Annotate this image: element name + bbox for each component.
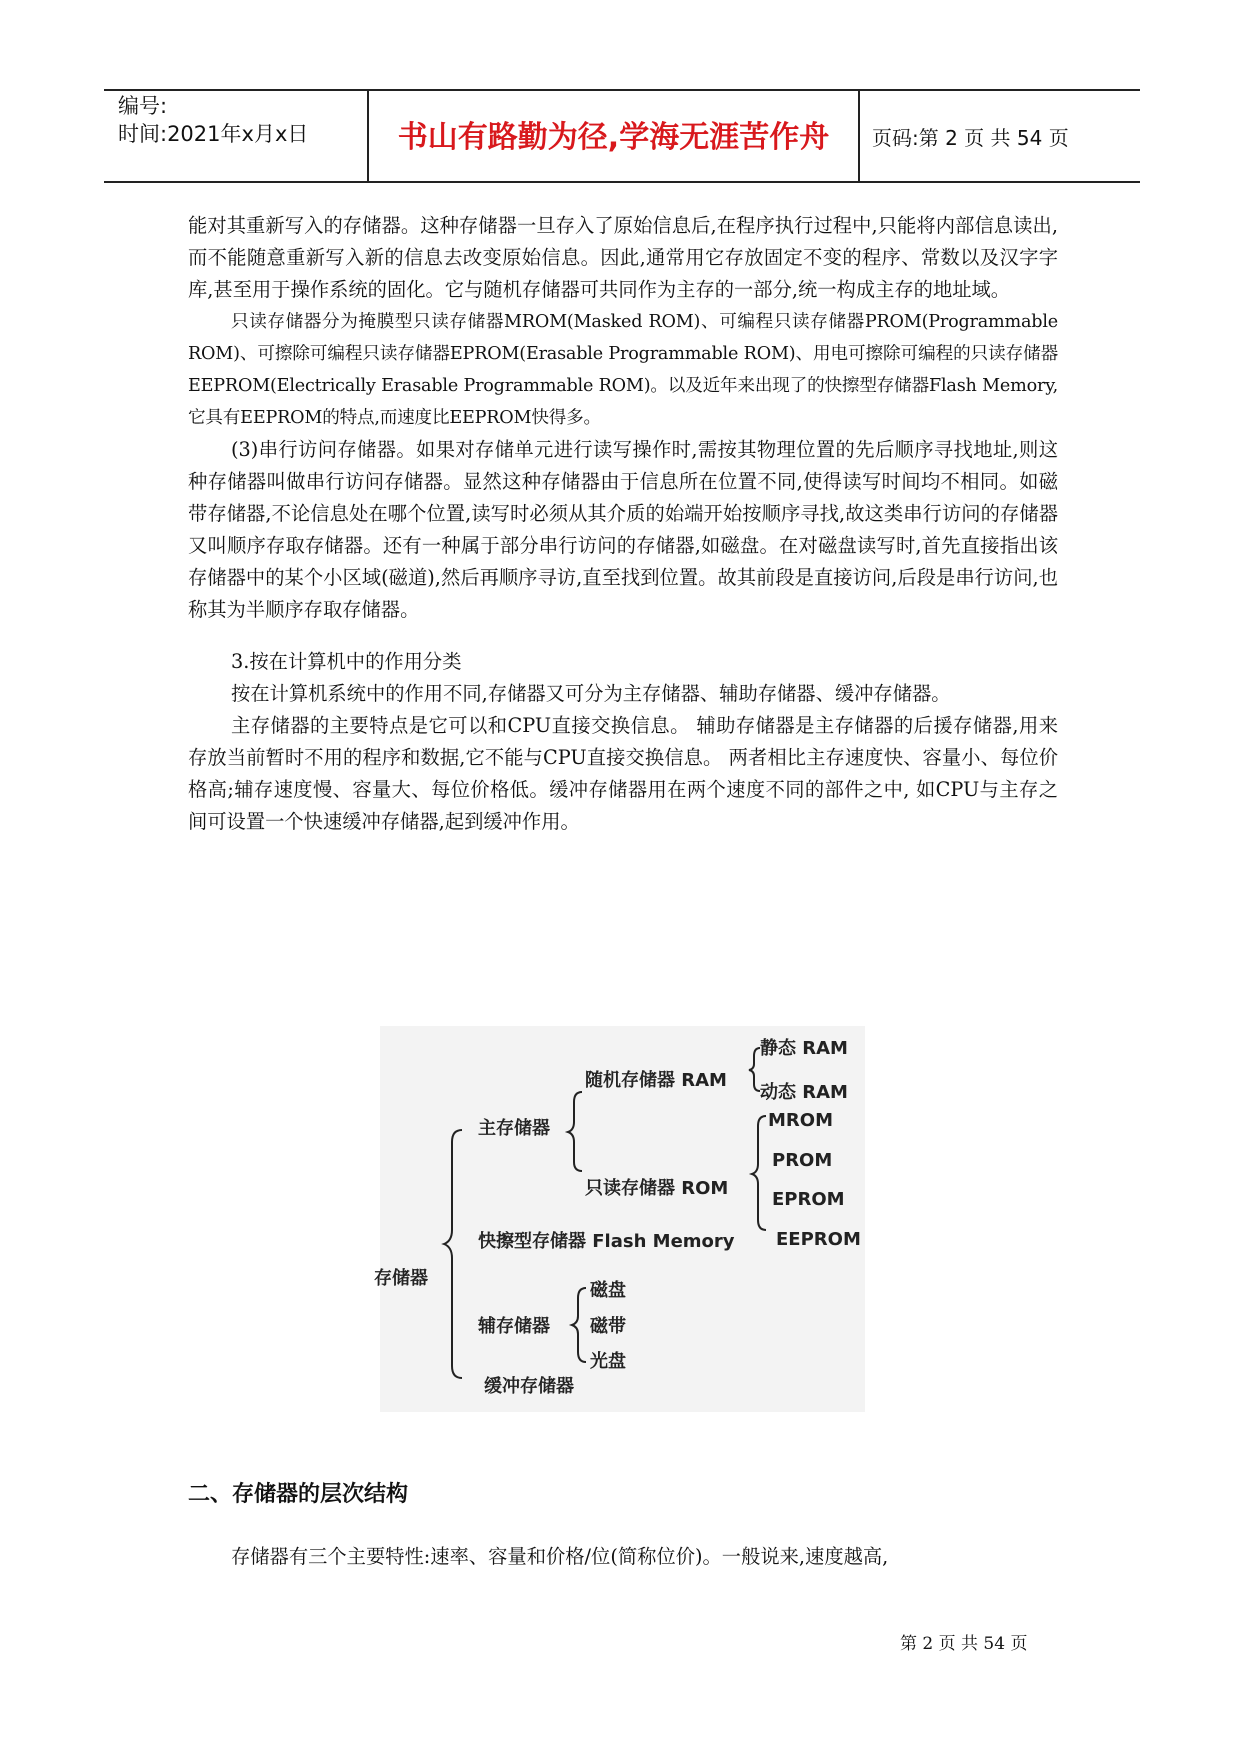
diagram-eeprom: EEPROM (776, 1229, 861, 1250)
section-body (188, 1541, 1058, 1573)
rom-brace (752, 1116, 766, 1230)
diagram-disk: 磁盘 (590, 1280, 626, 1301)
aux-brace (572, 1288, 586, 1362)
diagram-optical: 光盘 (590, 1351, 626, 1372)
paragraph-2: 只读存储器分为掩膜型只读存储器MROM(Masked ROM)、可编程只读存储器PROM(Programmable ROM)、可擦除可编程只读存储器EPROM(Erasable Programmable ROM)、用电可擦除可编程的只读存储器EEPROM(Electrically Erasable Programmable ROM)。以及近年来出现了的快擦型存储器Flash Memory,它具有EEPROM的特点,而速度比EEPROM快得多。 (188, 312, 1058, 428)
section-title: 二、存储器的层次结构 (188, 1482, 409, 1507)
section-paragraph-1: 存储器有三个主要特性:速率、容量和价格/位(简称位价)。一般说来,速度越高, (231, 1545, 889, 1568)
diagram-prom: PROM (772, 1150, 833, 1171)
header-bottom-rule (104, 181, 1140, 183)
diagram-root: 存储器 (374, 1268, 428, 1289)
document-body (188, 210, 1058, 838)
memory-classification-diagram (374, 1026, 865, 1412)
header-top-rule (104, 89, 1140, 91)
header-page-label: 页码:第 2 页 共 54 页 (872, 126, 1069, 150)
header-divider-right (858, 90, 860, 182)
header-motto: 书山有路勤为径,学海无涯苦作舟 (397, 120, 830, 155)
diagram-cache: 缓冲存储器 (484, 1376, 574, 1397)
paragraph-1: 能对其重新写入的存储器。这种存储器一旦存入了原始信息后,在程序执行过程中,只能将内部信息读出,而不能随意重新写入新的信息去改变原始信息。因此,通常用它存放固定不变的程序、常数以及汉字字库,甚至用于操作系统的固化。它与随机存储器可共同作为主存的一部分,统一构成主存的地址域。 (188, 214, 1058, 301)
root-brace (444, 1130, 462, 1378)
diagram-sram: 静态 RAM (760, 1038, 848, 1059)
diagram-mrom: MROM (768, 1110, 833, 1131)
header-meta (118, 92, 308, 148)
diagram-dram: 动态 RAM (760, 1082, 848, 1103)
diagram-main-memory: 主存储器 (478, 1118, 550, 1139)
diagram-flash: 快擦型存储器 Flash Memory (478, 1231, 735, 1252)
paragraph-3: (3)串行访问存储器。如果对存储单元进行读写操作时,需按其物理位置的先后顺序寻找地址,则这种存储器叫做串行访问存储器。显然这种存储器由于信息所在位置不同,使得读写时间均不相同。如磁带存储器,不论信息处在哪个位置,读写时必须从其介质的始端开始按顺序寻找,故这类串行访问的存储器又叫顺序存取存储器。还有一种属于部分串行访问的存储器,如磁盘。在对磁盘读写时,首先直接指出该存储器中的某个小区域(磁道),然后再顺序寻访,直至找到位置。故其前段是直接访问,后段是串行访问,也称其为半顺序存取存储器。 (188, 438, 1058, 621)
diagram-aux: 辅存储器 (478, 1316, 550, 1337)
serial-label: 编号: (118, 94, 168, 118)
ram-brace (749, 1048, 760, 1091)
main-memory-brace (568, 1092, 582, 1171)
diagram-ram: 随机存储器 RAM (585, 1070, 727, 1091)
diagram-tape: 磁带 (590, 1316, 626, 1337)
diagram-rom: 只读存储器 ROM (585, 1178, 729, 1199)
diagram-eprom: EPROM (772, 1189, 845, 1210)
paragraph-4: 按在计算机系统中的作用不同,存储器又可分为主存储器、辅助存储器、缓冲存储器。 (231, 682, 951, 705)
time-label: 时间:2021年x月x日 (118, 122, 309, 146)
page-footer: 第 2 页 共 54 页 (900, 1634, 1028, 1654)
paragraph-5: 主存储器的主要特点是它可以和CPU直接交换信息。 辅助存储器是主存储器的后援存储器,用来存放当前暂时不用的程序和数据,它不能与CPU直接交换信息。 两者相比主存速度快、容量小、每位价格高;辅存速度慢、容量大、每位价格低。缓冲存储器用在两个速度不同的部件之中, 如CPU与主存之间可设置一个快速缓冲存储器,起到缓冲作用。 (188, 714, 1058, 833)
subheading-3: 3.按在计算机中的作用分类 (231, 650, 462, 673)
